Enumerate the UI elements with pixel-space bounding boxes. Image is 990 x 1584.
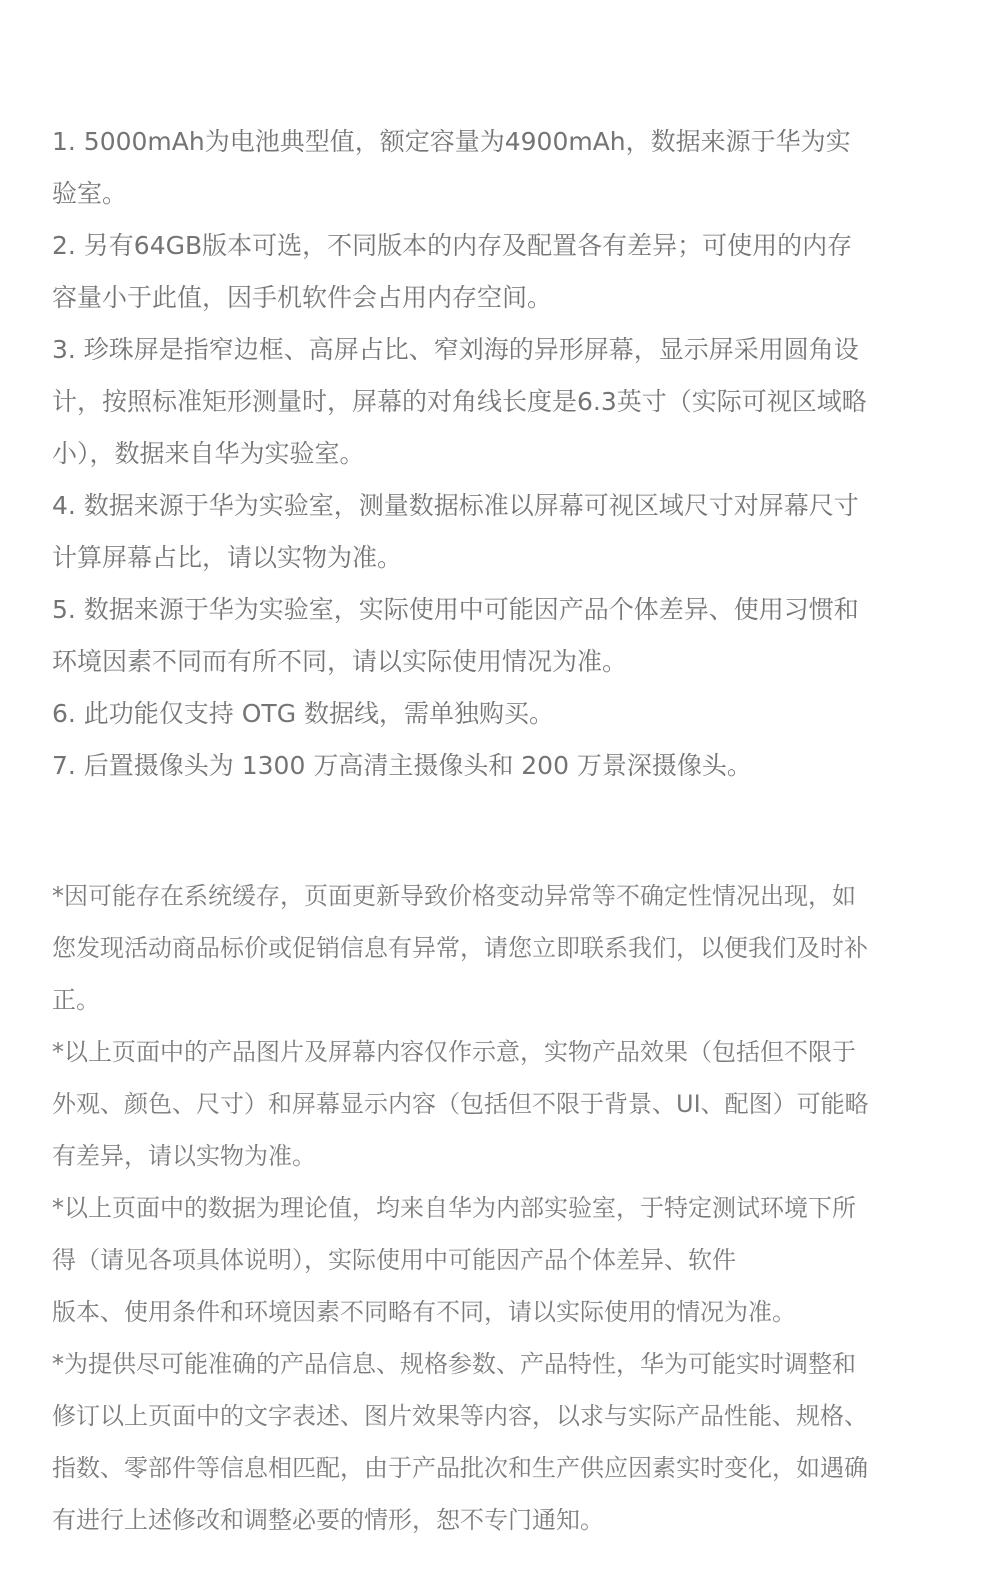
note-line: 5. 数据来源于华为实验室，实际使用中可能因产品个体差异、使用习惯和 (52, 595, 859, 624)
note-line: 7. 后置摄像头为 1300 万高清主摄像头和 200 万景深摄像头。 (52, 751, 752, 780)
note-item-7 (52, 740, 932, 792)
note-line: 3. 珍珠屏是指窄边框、高屏占比、窄刘海的异形屏幕，显示屏采用圆角设 (52, 335, 859, 364)
note-line: 验室。 (52, 179, 128, 208)
disclaimer-line: 修订以上页面中的文字表述、图片效果等内容，以求与实际产品性能、规格、 (52, 1402, 868, 1430)
note-line: 计，按照标准矩形测量时，屏幕的对角线长度是6.3英寸（实际可视区域略 (52, 387, 867, 416)
product-notes-list (52, 116, 932, 792)
disclaimer-line: 有进行上述修改和调整必要的情形，恕不专门通知。 (52, 1506, 604, 1534)
disclaimer-item-price-cache (52, 870, 932, 1026)
disclaimer-line: 版本、使用条件和环境因素不同略有不同，请以实际使用的情况为准。 (52, 1298, 796, 1326)
disclaimer-line: 得（请见各项具体说明），实际使用中可能因产品个体差异、软件 (52, 1246, 736, 1274)
note-line: 容量小于此值，因手机软件会占用内存空间。 (52, 283, 553, 312)
disclaimer-line: *以上页面中的产品图片及屏幕内容仅作示意，实物产品效果（包括但不限于 (52, 1038, 856, 1066)
disclaimer-line: 正。 (52, 986, 100, 1014)
disclaimer-item-content-updates (52, 1338, 932, 1546)
note-line: 环境因素不同而有所不同，请以实际使用情况为准。 (52, 647, 628, 676)
disclaimer-line: *因可能存在系统缓存，页面更新导致价格变动异常等不确定性情况出现，如 (52, 882, 856, 910)
disclaimer-item-theoretical-data (52, 1182, 932, 1338)
disclaimer-line: *以上页面中的数据为理论值，均来自华为内部实验室，于特定测试环境下所 (52, 1194, 856, 1222)
note-item-6 (52, 688, 932, 740)
note-item-2 (52, 220, 932, 324)
note-line: 2. 另有64GB版本可选，不同版本的内存及配置各有差异；可使用的内存 (52, 231, 853, 260)
disclaimer-item-product-images (52, 1026, 932, 1182)
note-line: 小），数据来自华为实验室。 (52, 439, 365, 468)
note-item-5 (52, 584, 932, 688)
note-line: 1. 5000mAh为电池典型值，额定容量为4900mAh，数据来源于华为实 (52, 127, 851, 156)
disclaimer-line: 外观、颜色、尺寸）和屏幕显示内容（包括但不限于背景、UI、配图）可能略 (52, 1090, 869, 1118)
disclaimer-line: *为提供尽可能准确的产品信息、规格参数、产品特性，华为可能实时调整和 (52, 1350, 856, 1378)
disclaimer-list (52, 870, 932, 1546)
note-line: 4. 数据来源于华为实验室，测量数据标准以屏幕可视区域尺寸对屏幕尺寸 (52, 491, 859, 520)
note-line: 6. 此功能仅支持 OTG 数据线，需单独购买。 (52, 699, 555, 728)
note-item-3 (52, 324, 932, 480)
note-item-4 (52, 480, 932, 584)
disclaimer-line: 您发现活动商品标价或促销信息有异常，请您立即联系我们，以便我们及时补 (52, 934, 868, 962)
disclaimer-line: 有差异，请以实物为准。 (52, 1142, 316, 1170)
note-line: 计算屏幕占比，请以实物为准。 (52, 543, 403, 572)
note-item-1 (52, 116, 932, 220)
disclaimer-line: 指数、零部件等信息相匹配，由于产品批次和生产供应因素实时变化，如遇确 (52, 1454, 868, 1482)
